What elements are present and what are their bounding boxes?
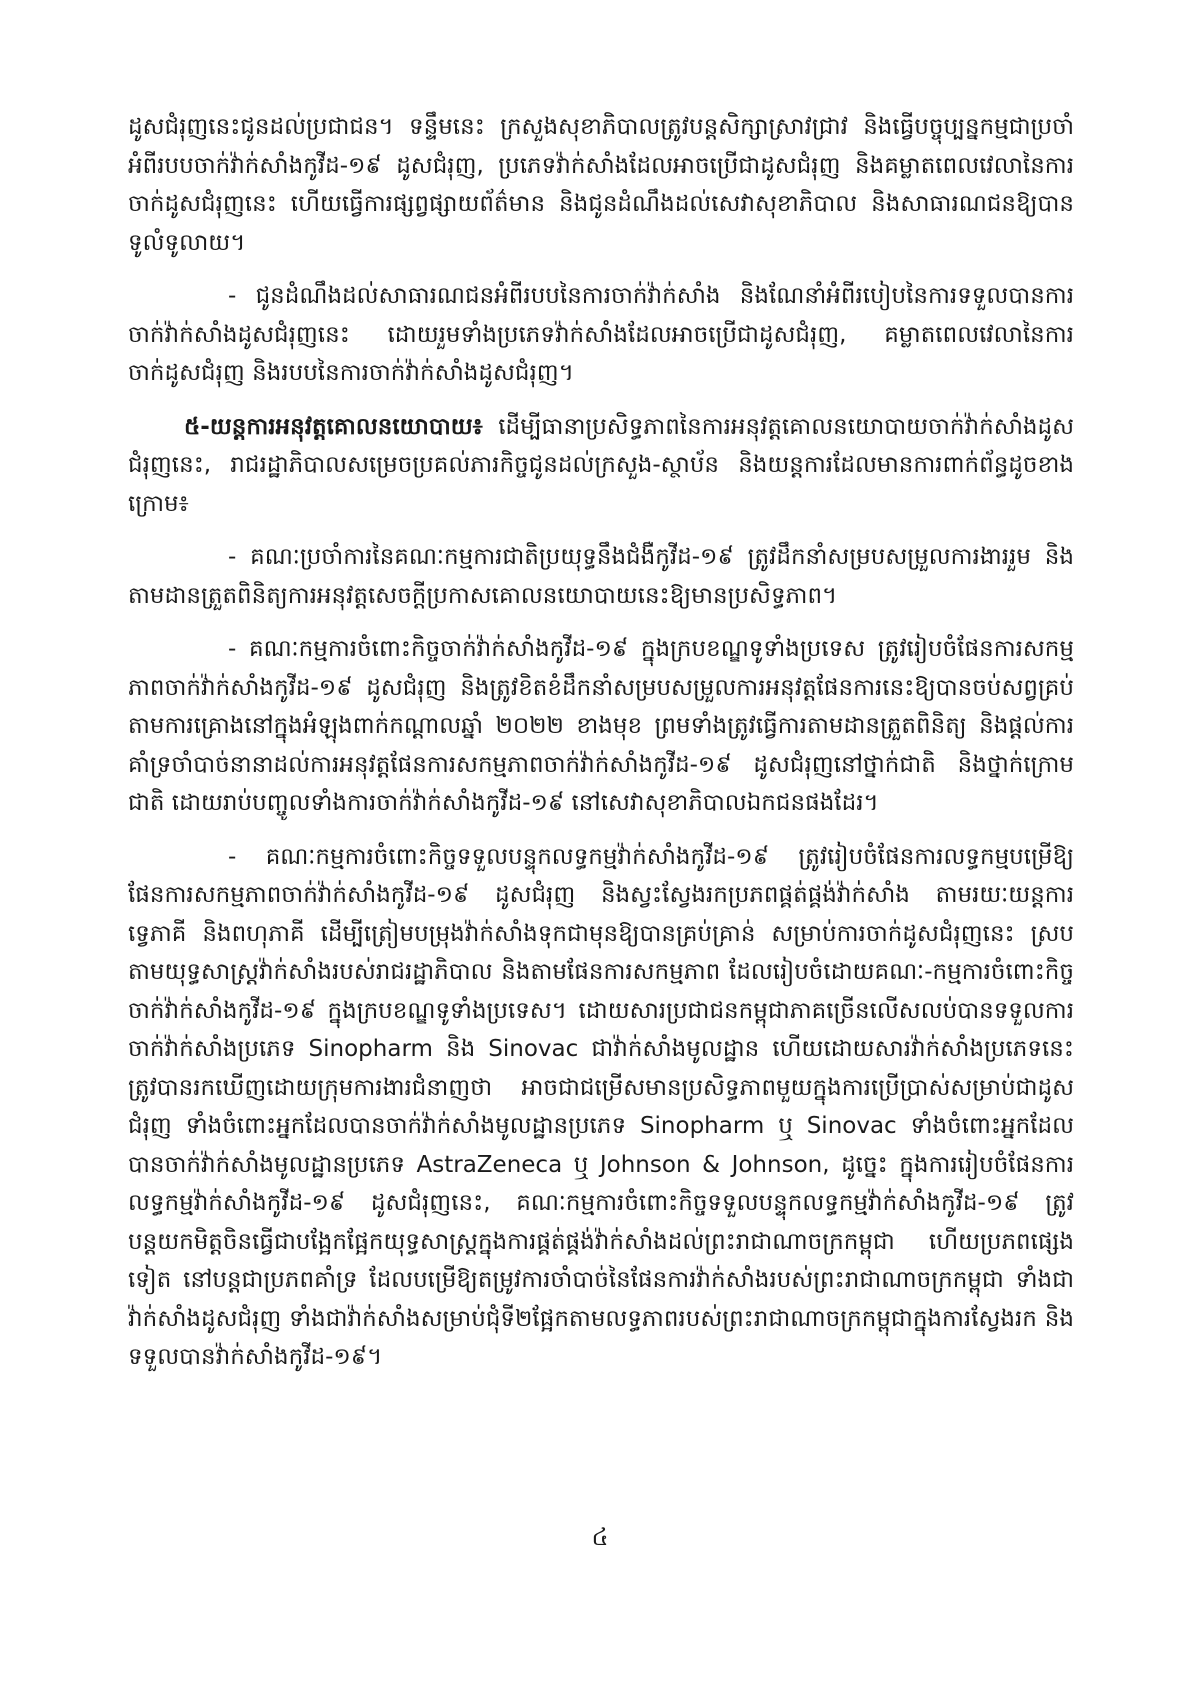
- document-body: [128, 108, 1074, 1392]
- paragraph-continuation: [128, 108, 1074, 262]
- paragraph-vaccination-committee: [128, 630, 1074, 823]
- paragraph-section-5: [128, 408, 1074, 524]
- paragraph-text: - គណៈកម្មការចំពោះកិច្ចទទួលបន្ទុកលទ្ធកម្មវ៉ាក់សាំងកូវីដ-១៩ ត្រូវរៀបចំផែនការលទ្ធកម្មបម្រើឱ្យផែនការសកម្មភាពចាក់វ៉ាក់សាំងកូវីដ-១៩ ដូសជំរុញ និងស្វះស្វែងរកប្រភពផ្គត់ផ្គង់វ៉ាក់សាំង តាមរយៈយន្តការទ្វេភាគី និងពហុភាគី ដើម្បីត្រៀមបម្រុងវ៉ាក់សាំងទុកជាមុនឱ្យបានគ្រប់គ្រាន់ សម្រាប់ការចាក់ដូសជំរុញនេះ ស្របតាមយុទ្ធសាស្ត្រវ៉ាក់សាំងរបស់រាជរដ្ឋាភិបាល និងតាមផែនការសកម្មភាព ដែលរៀបចំដោយគណៈ-កម្មការចំពោះកិច្ចចាក់វ៉ាក់សាំងកូវីដ-១៩ ក្នុងក្របខណ្ឌទូទាំងប្រទេស។ ដោយសារប្រជាជនកម្ពុជាភាគច្រើនលើសលប់បានទទួលការចាក់វ៉ាក់សាំងប្រភេទ Sinopharm និង Sinovac ជាវ៉ាក់សាំងមូលដ្ឋាន ហើយដោយសារវ៉ាក់សាំងប្រភេទនេះ ត្រូវបានរកឃើញដោយក្រុមការងារជំនាញថា អាចជាជម្រើសមានប្រសិទ្ធភាពមួយក្នុងការប្រើប្រាស់សម្រាប់ជាដូសជំរុញ ទាំងចំពោះអ្នកដែលបានចាក់វ៉ាក់សាំងមូលដ្ឋានប្រភេទ Sinopharm ឬ Sinovac ទាំងចំពោះអ្នកដែលបានចាក់វ៉ាក់សាំងមូលដ្ឋានប្រភេទ AstraZeneca ឬ Johnson & Johnson, ដូច្នេះ ក្នុងការរៀបចំផែនការលទ្ធកម្មវ៉ាក់សាំងកូវីដ-១៩ ដូសជំរុញនេះ, គណៈកម្មការចំពោះកិច្ចទទួលបន្ទុកលទ្ធកម្មវ៉ាក់សាំងកូវីដ-១៩ ត្រូវបន្តយកមិត្តចិនធ្វើជាបង្អែកផ្អែកយុទ្ធសាស្ត្រក្នុងការផ្គត់ផ្គង់វ៉ាក់សាំងដល់ព្រះរាជាណាចក្រកម្ពុជា ហើយប្រភពផ្សេងទៀត នៅបន្តជាប្រភពគាំទ្រ ដែលបម្រើឱ្យតម្រូវការចាំបាច់នៃផែនការវ៉ាក់សាំងរបស់ព្រះរាជាណាចក្រកម្ពុជា ទាំងជាវ៉ាក់សាំងដូសជំរុញ ទាំងជាវ៉ាក់សាំងសម្រាប់ជុំទី២ផ្អែកតាមលទ្ធភាពរបស់ព្រះរាជាណាចក្រកម្ពុជាក្នុងការស្វែងរក និងទទួលបានវ៉ាក់សាំងកូវីដ-១៩។: [128, 843, 1074, 1370]
- section-heading: ៥-យន្តការអនុវត្តគោលនយោបាយ៖: [184, 413, 483, 440]
- paragraph-standing-committee: [128, 538, 1074, 615]
- paragraph-text: - ជូនដំណឹងដល់សាធារណជនអំពីរបបនៃការចាក់វ៉ាក់សាំង និងណែនាំអំពីរបៀបនៃការទទួលបានការចាក់វ៉ាក់សាំងដូសជំរុញនេះ ដោយរួមទាំងប្រភេទវ៉ាក់សាំងដែលអាចប្រើជាដូសជំរុញ, គម្លាតពេលវេលានៃការចាក់ដូសជំរុញ និងរបបនៃការចាក់វ៉ាក់សាំងដូសជំរុញ។: [128, 283, 1074, 386]
- paragraph-text: ដូសជំរុញនេះជូនដល់ប្រជាជន។ ទន្ទឹមនេះ ក្រសួងសុខាភិបាលត្រូវបន្តសិក្សាស្រាវជ្រាវ និងធ្វើបច្ចុប្បន្នកម្មជាប្រចាំអំពីរបបចាក់វ៉ាក់សាំងកូវីដ-១៩ ដូសជំរុញ, ប្រភេទវ៉ាក់សាំងដែលអាចប្រើជាដូសជំរុញ និងគម្លាតពេលវេលានៃការចាក់ដូសជំរុញនេះ ហើយធ្វើការផ្សព្វផ្សាយព័ត៌មាន និងជូនដំណឹងដល់សេវាសុខាភិបាល និងសាធារណជនឱ្យបានទូលំទូលាយ។: [128, 114, 1074, 256]
- page-number: ៤: [591, 1523, 609, 1551]
- paragraph-text: - គណៈប្រចាំការនៃគណៈកម្មការជាតិប្រយុទ្ធនឹងជំងឺកូវីដ-១៩ ត្រូវដឹកនាំសម្របសម្រួលការងាររួម និងតាមដានត្រួតពិនិត្យការអនុវត្តសេចក្ដីប្រកាសគោលនយោបាយនេះឱ្យមានប្រសិទ្ធភាព។: [128, 544, 1074, 609]
- paragraph-procurement-committee: [128, 838, 1074, 1377]
- paragraph-text: - គណៈកម្មការចំពោះកិច្ចចាក់វ៉ាក់សាំងកូវីដ-១៩ ក្នុងក្របខណ្ឌទូទាំងប្រទេស ត្រូវរៀបចំផែនការសកម្មភាពចាក់វ៉ាក់សាំងកូវីដ-១៩ ដូសជំរុញ និងត្រូវខិតខំដឹកនាំសម្របសម្រួលការអនុវត្តផែនការនេះឱ្យបានចប់សព្វគ្រប់តាមការគ្រោងនៅក្នុងអំឡុងពាក់កណ្ដាលឆ្នាំ ២០២២ ខាងមុខ ព្រមទាំងត្រូវធ្វើការតាមដានត្រួតពិនិត្យ និងផ្ដល់ការគាំទ្រចាំបាច់នានាដល់ការអនុវត្តផែនការសកម្មភាពចាក់វ៉ាក់សាំងកូវីដ-១៩ ដូសជំរុញនៅថ្នាក់ជាតិ និងថ្នាក់ក្រោមជាតិ ដោយរាប់បញ្ចូលទាំងការចាក់វ៉ាក់សាំងកូវីដ-១៩ នៅសេវាសុខាភិបាលឯកជនផងដែរ។: [128, 636, 1074, 816]
- paragraph-public-notice: [128, 277, 1074, 393]
- paragraph-text: ដើម្បីធានាប្រសិទ្ធភាពនៃការអនុវត្តគោលនយោបាយចាក់វ៉ាក់សាំងដូសជំរុញនេះ, រាជរដ្ឋាភិបាលសម្រេចប្រគល់ភារកិច្ចជូនដល់ក្រសួង-ស្ថាប័ន និងយន្តការដែលមានការពាក់ព័ន្ធដូចខាងក្រោម៖: [128, 413, 1074, 517]
